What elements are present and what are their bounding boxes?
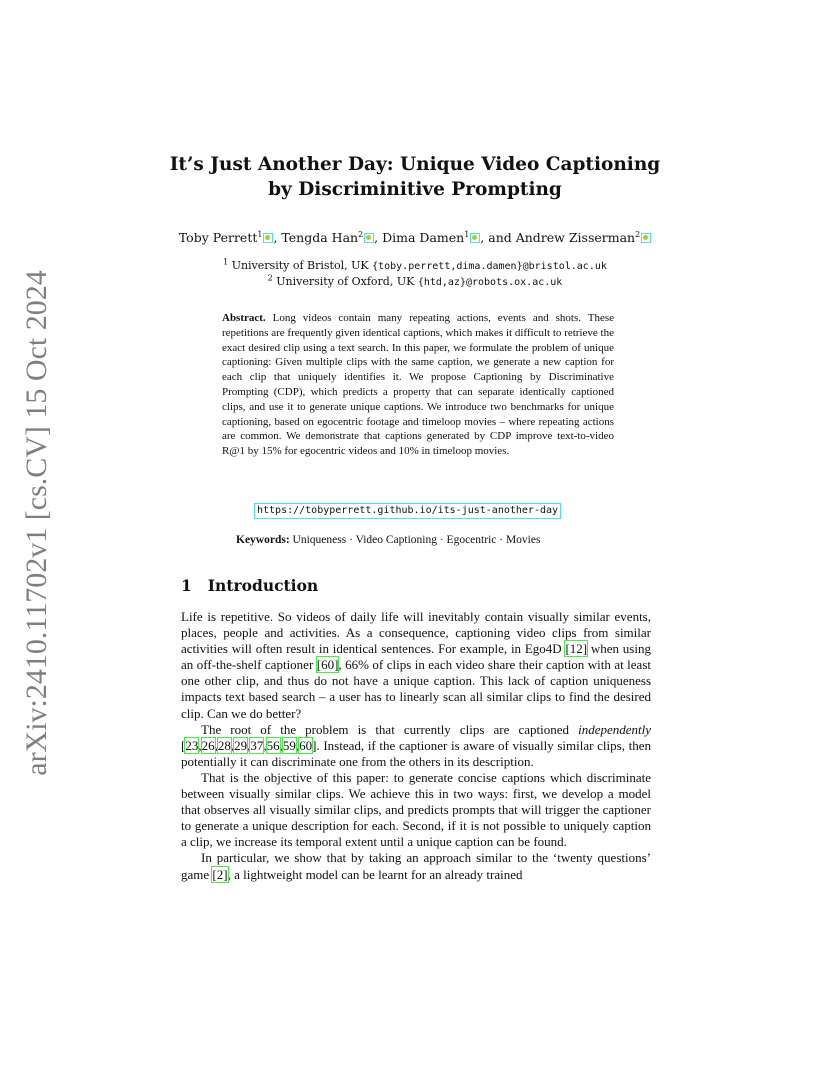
title-line-2: by Discriminitive Prompting <box>268 179 562 200</box>
citation-link[interactable]: [12] <box>565 641 588 657</box>
text-run: when using an off-the-shelf captioner <box>181 641 651 673</box>
introduction-body <box>181 609 651 883</box>
paragraph-1 <box>181 609 651 722</box>
citation-link[interactable]: [2] <box>212 866 228 882</box>
author-affil-mark: 1 <box>257 229 263 239</box>
author-name: Andrew Zisserman <box>515 230 636 245</box>
author-name: Tengda Han <box>281 230 359 245</box>
citation-link[interactable]: 23 <box>185 737 199 753</box>
citation-link[interactable]: 28 <box>217 737 231 753</box>
section-number: 1 <box>181 576 192 595</box>
orcid-icon[interactable] <box>641 233 651 243</box>
project-url-link[interactable]: https://tobyperrett.github.io/its-just-another-day <box>254 503 561 519</box>
text-run: . Instead, if the captioner is aware of visually similar clips, then potentially it can discriminate one from the others in its description. <box>181 737 651 769</box>
orcid-icon[interactable] <box>364 233 374 243</box>
affil-email: {toby.perrett,dima.damen}@bristol.ac.uk <box>372 261 607 272</box>
keywords-label: Keywords: <box>236 534 290 546</box>
affiliations <box>150 258 680 290</box>
author-separator: , <box>374 230 383 245</box>
affil-number: 1 <box>223 257 229 267</box>
affil-number: 2 <box>267 273 273 283</box>
citation-link[interactable]: 60 <box>299 737 313 753</box>
paragraph-2: The root of the problem is that currently clips are captioned independently [23,26,28,29,37,56,59,60]. Instead, if the captioner is aware of visually similar clips, then potentially it can discriminate one from the others in its description. <box>181 721 651 769</box>
author-separator: , <box>273 230 282 245</box>
paper-title <box>150 152 680 202</box>
author-name: Toby Perrett <box>178 230 258 245</box>
abstract-text: Long videos contain many repeating actions, events and shots. These repetitions are frequently given identical captions, which makes it difficult to retrieve the exact desired clip using a text search. In this paper, we formulate the problem of unique captioning: Given multiple clips with the same caption, we generate a new caption for each clip that uniquely identifies it. We propose Captioning by Discriminative Prompting (CDP), which predicts a property that can separate identically captioned clips, and use it to generate unique captions. We introduce two benchmarks for unique captioning, based on egocentric footage and timeloop movies – where repeating actions are common. We demonstrate that captions generated by CDP improve text-to-video R@1 by 15% for egocentric videos and 10% in timeloop movies. <box>222 312 614 458</box>
citation-link[interactable]: [60] <box>316 657 339 673</box>
text-run: In particular, we show that by taking an approach similar to the ‘twenty questions’ game <box>181 850 651 882</box>
text-run: Life is repetitive. So videos of daily life will inevitably contain visually similar events, places, people and activities. As a consequence, captioning video clips from similar activities will often result in identical sentences. For example, in Ego4D <box>181 609 651 657</box>
abstract-label: Abstract. <box>222 312 266 324</box>
arxiv-id-label: arXiv:2410.11702v1 [cs.CV] 15 Oct 2024 <box>20 270 53 776</box>
orcid-icon[interactable] <box>470 233 480 243</box>
author-affil-mark: 1 <box>464 229 470 239</box>
section-title: Introduction <box>207 576 319 595</box>
emphasis: independently <box>578 721 651 737</box>
citation-link[interactable]: 29 <box>234 737 248 753</box>
section-heading <box>181 576 318 596</box>
text-run: , a lightweight model can be learnt for an already trained <box>227 866 523 882</box>
affiliation-2 <box>150 274 680 290</box>
author-name: Dima Damen <box>382 230 465 245</box>
cite-bracket: [ <box>181 737 186 753</box>
affil-email: {htd,az}@robots.ox.ac.uk <box>417 277 563 288</box>
text-run: , 66% of clips in each video share their caption with at least one other clip, and thus do not have a unique caption. This lack of caption uniqueness impacts text based search – a user has to linearly scan all similar clips to find the desired clip. Can we do better? <box>181 657 651 721</box>
author-list <box>150 229 680 247</box>
title-line-1: It’s Just Another Day: Unique Video Captioning <box>169 154 661 175</box>
affil-text: University of Oxford, UK <box>276 275 415 288</box>
paragraph-4 <box>181 850 651 882</box>
citation-link[interactable]: 59 <box>282 737 296 753</box>
citation-link[interactable]: 37 <box>250 737 264 753</box>
author-affil-mark: 2 <box>358 229 364 239</box>
citation-link[interactable]: 26 <box>201 737 215 753</box>
abstract <box>222 311 614 459</box>
affiliation-1 <box>150 258 680 274</box>
citation-link[interactable]: 56 <box>266 737 280 753</box>
keywords <box>236 533 616 548</box>
author-affil-mark: 2 <box>635 229 641 239</box>
cite-bracket: ] <box>312 737 317 753</box>
affil-text: University of Bristol, UK <box>231 259 369 272</box>
arxiv-sidebar <box>20 270 53 776</box>
paragraph-3: That is the objective of this paper: to generate concise captions which discriminate between visually similar clips. We achieve this in two ways: first, we develop a model that observes all visually similar clips, and predicts prompts that will trigger the captioner to generate a unique description for each. Second, if it is not possible to uniquely caption a clip, we increase its temporal extent until a unique caption can be found. <box>181 769 651 850</box>
text-run: The root of the problem is that currently clips are captioned <box>201 721 579 737</box>
orcid-icon[interactable] <box>263 233 273 243</box>
keywords-text: Uniqueness · Video Captioning · Egocentric · Movies <box>292 534 541 546</box>
author-separator: , and <box>480 230 516 245</box>
